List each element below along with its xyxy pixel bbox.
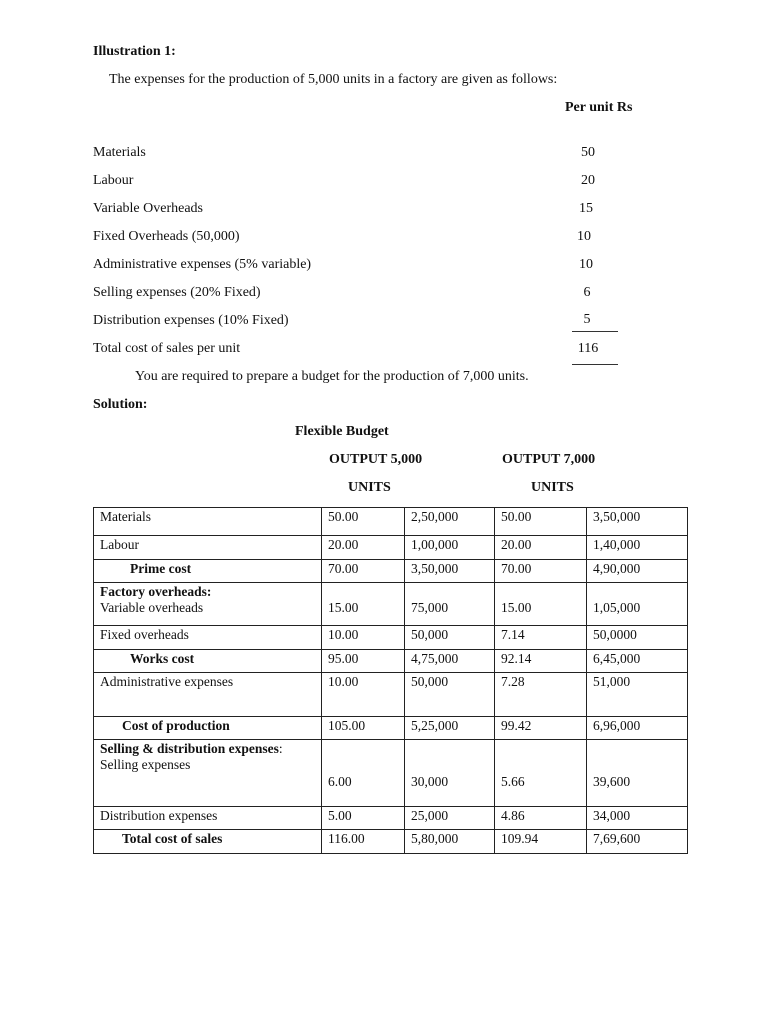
cell-total-5000: 50,000 — [405, 626, 495, 650]
cell-total-5000: 30,000 — [405, 740, 495, 807]
row-label-prime-cost: Prime cost — [94, 560, 322, 583]
cell-total-7000: 34,000 — [587, 807, 688, 830]
cell-per-unit-7000: 99.42 — [495, 717, 587, 740]
total-rule — [572, 364, 618, 365]
cell-total-7000: 39,600 — [587, 740, 688, 807]
cell-per-unit-7000: 109.94 — [495, 830, 587, 854]
cell-total-7000: 4,90,000 — [587, 560, 688, 583]
selling-distribution-colon: : — [278, 741, 283, 756]
row-label-distribution: Distribution expenses — [94, 807, 322, 830]
table-row — [94, 673, 688, 717]
cell-total-5000: 5,25,000 — [405, 717, 495, 740]
col-header-5000-line1: OUTPUT 5,000 — [329, 452, 423, 467]
item-label-selling-expenses: Selling expenses (20% Fixed) — [93, 285, 261, 300]
table-row — [94, 717, 688, 740]
cell-per-unit-7000: 92.14 — [495, 650, 587, 673]
cell-total-5000: 3,50,000 — [405, 560, 495, 583]
solution-heading: Solution: — [93, 397, 148, 412]
cell-per-unit-5000: 5.00 — [322, 807, 405, 830]
row-label-labour: Labour — [94, 536, 322, 560]
item-value-admin-expenses: 10 — [579, 257, 593, 272]
item-label-total-cost: Total cost of sales per unit — [93, 341, 241, 356]
per-unit-header: Per unit Rs — [565, 100, 633, 115]
cell-total-7000: 6,96,000 — [587, 717, 688, 740]
cell-total-7000: 7,69,600 — [587, 830, 688, 854]
cell-per-unit-5000: 95.00 — [322, 650, 405, 673]
cell-total-5000: 1,00,000 — [405, 536, 495, 560]
requirement-text: You are required to prepare a budget for the production of 7,000 units. — [135, 369, 529, 384]
row-label-cost-of-production: Cost of production — [94, 717, 322, 740]
table-row — [94, 807, 688, 830]
cell-per-unit-5000: 10.00 — [322, 673, 405, 717]
col-header-5000-line2: UNITS — [348, 480, 391, 495]
cell-per-unit-5000: 116.00 — [322, 830, 405, 854]
cell-per-unit-7000: 70.00 — [495, 560, 587, 583]
cell-per-unit-7000: 50.00 — [495, 508, 587, 536]
table-row — [94, 536, 688, 560]
item-value-variable-overheads: 15 — [579, 201, 593, 216]
row-label-factory-overheads — [94, 583, 322, 626]
cell-per-unit-5000: 20.00 — [322, 536, 405, 560]
item-label-variable-overheads: Variable Overheads — [93, 201, 204, 216]
table-row — [94, 830, 688, 854]
cell-total-7000: 51,000 — [587, 673, 688, 717]
item-label-distribution-expenses: Distribution expenses (10% Fixed) — [93, 313, 289, 328]
cell-per-unit-7000: 4.86 — [495, 807, 587, 830]
variable-overheads-label: Variable overheads — [100, 600, 204, 615]
subtotal-rule — [572, 331, 618, 332]
cell-total-5000: 75,000 — [405, 583, 495, 626]
table-row — [94, 626, 688, 650]
row-label-total-cost-of-sales: Total cost of sales — [94, 830, 322, 854]
item-label-labour: Labour — [93, 173, 134, 188]
cell-per-unit-7000: 5.66 — [495, 740, 587, 807]
row-label-selling — [94, 740, 322, 807]
selling-distribution-heading: Selling & distribution expenses — [100, 741, 279, 756]
cell-per-unit-5000: 50.00 — [322, 508, 405, 536]
cell-total-7000: 3,50,000 — [587, 508, 688, 536]
item-value-labour: 20 — [581, 173, 595, 188]
flexible-budget-table — [93, 507, 688, 854]
budget-title: Flexible Budget — [295, 424, 389, 439]
cell-total-7000: 1,40,000 — [587, 536, 688, 560]
cell-total-5000: 2,50,000 — [405, 508, 495, 536]
cell-total-5000: 4,75,000 — [405, 650, 495, 673]
cell-total-5000: 50,000 — [405, 673, 495, 717]
cell-per-unit-5000: 15.00 — [322, 583, 405, 626]
cell-total-7000: 1,05,000 — [587, 583, 688, 626]
cell-total-5000: 5,80,000 — [405, 830, 495, 854]
col-header-7000-line2: UNITS — [531, 480, 574, 495]
cell-per-unit-5000: 10.00 — [322, 626, 405, 650]
cell-per-unit-7000: 15.00 — [495, 583, 587, 626]
cell-per-unit-7000: 7.14 — [495, 626, 587, 650]
table-row — [94, 583, 688, 626]
row-label-works-cost: Works cost — [94, 650, 322, 673]
row-label-fixed-overheads: Fixed overheads — [94, 626, 322, 650]
item-value-materials: 50 — [581, 145, 595, 160]
item-value-distribution-expenses: 5 — [583, 312, 591, 327]
item-label-fixed-overheads: Fixed Overheads (50,000) — [93, 229, 240, 244]
item-value-selling-expenses: 6 — [583, 285, 591, 300]
cell-per-unit-5000: 6.00 — [322, 740, 405, 807]
item-label-materials: Materials — [93, 145, 146, 160]
cell-per-unit-5000: 105.00 — [322, 717, 405, 740]
cell-total-7000: 50,0000 — [587, 626, 688, 650]
table-row — [94, 560, 688, 583]
intro-text: The expenses for the production of 5,000 units in a factory are given as follows: — [109, 72, 558, 87]
illustration-heading: Illustration 1: — [93, 44, 176, 59]
item-value-total-cost: 116 — [577, 341, 599, 356]
item-label-admin-expenses: Administrative expenses (5% variable) — [93, 257, 312, 272]
table-row — [94, 740, 688, 807]
factory-overheads-heading: Factory overheads: — [100, 584, 212, 599]
row-label-admin-expenses: Administrative expenses — [94, 673, 322, 717]
cell-per-unit-5000: 70.00 — [322, 560, 405, 583]
cell-total-7000: 6,45,000 — [587, 650, 688, 673]
col-header-7000-line1: OUTPUT 7,000 — [502, 452, 596, 467]
selling-expenses-label: Selling expenses — [100, 757, 191, 772]
table-row — [94, 650, 688, 673]
cell-total-5000: 25,000 — [405, 807, 495, 830]
table-row — [94, 508, 688, 536]
cell-per-unit-7000: 20.00 — [495, 536, 587, 560]
item-value-fixed-overheads: 10 — [577, 229, 591, 244]
row-label-materials: Materials — [94, 508, 322, 536]
cell-per-unit-7000: 7.28 — [495, 673, 587, 717]
